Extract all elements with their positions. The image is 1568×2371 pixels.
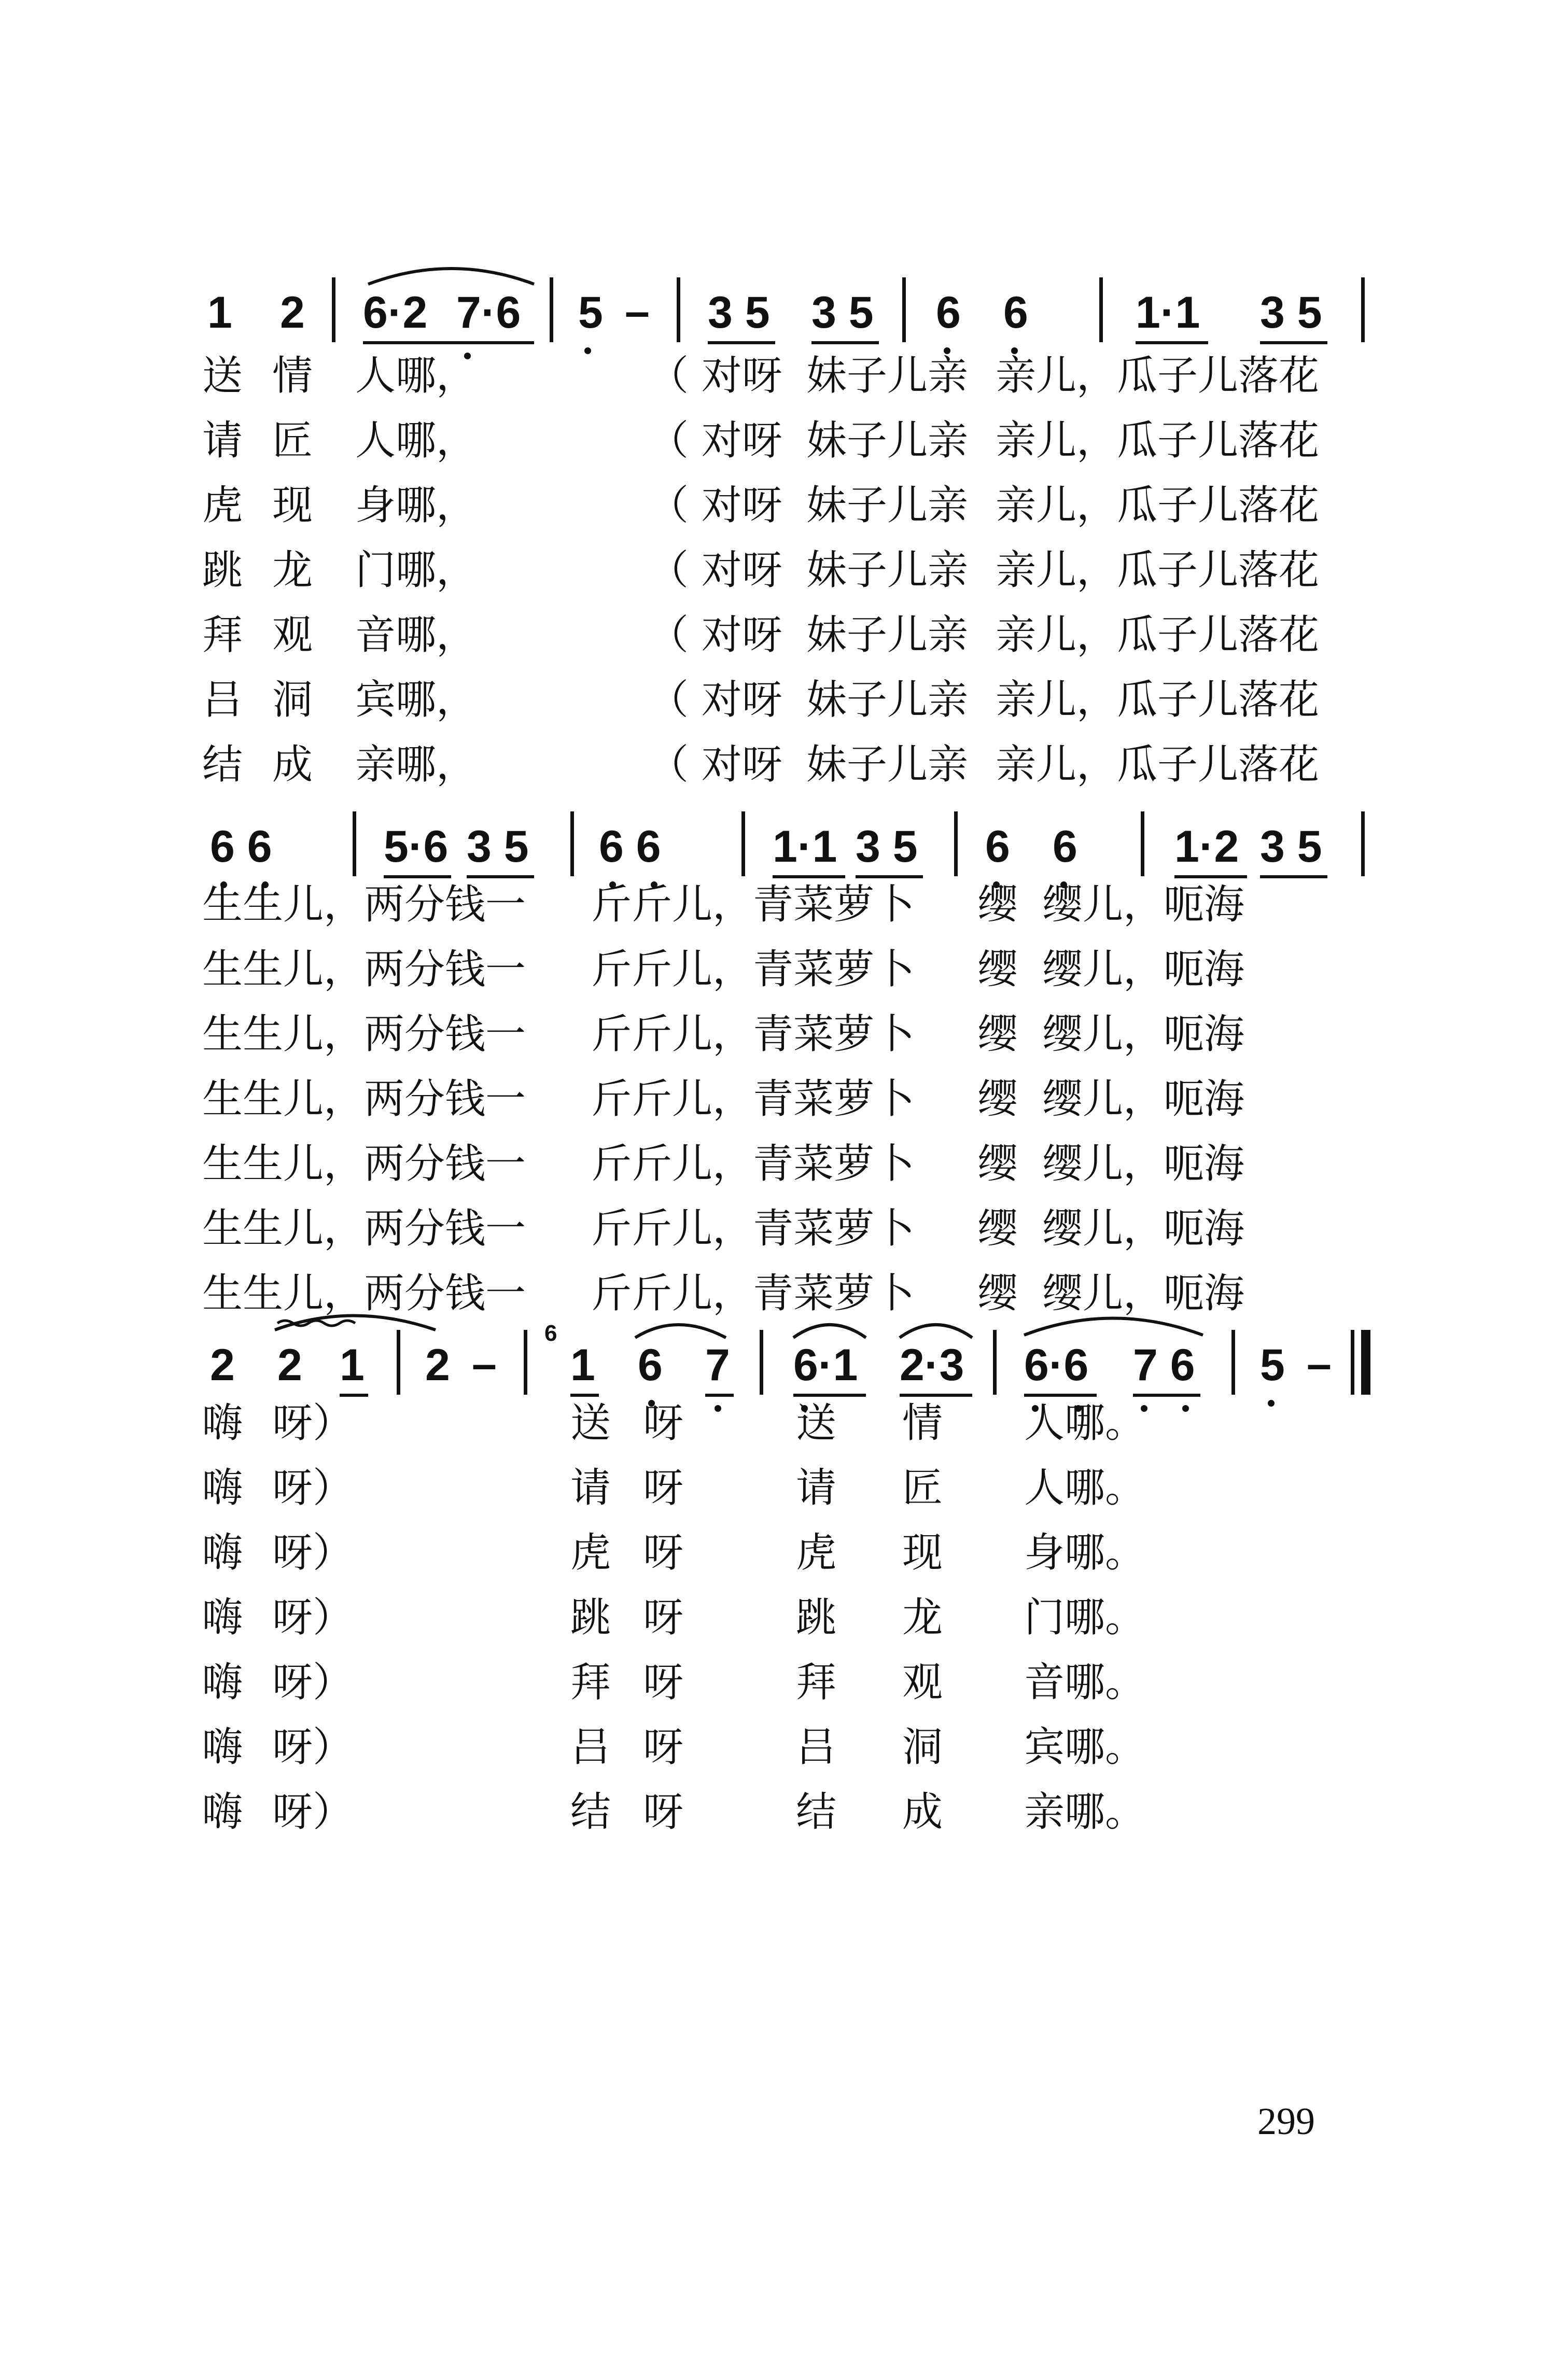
lyric-line: 洞 xyxy=(902,1724,943,1771)
lyric-line: 亲儿，瓜子儿落花 xyxy=(996,482,1320,529)
lyric-line: 妹子儿亲 xyxy=(806,677,969,723)
note: 3 5 xyxy=(467,822,529,872)
lyric-line: 洞 xyxy=(272,677,313,723)
lyric-line: （ 对呀 xyxy=(648,353,782,399)
lyric-line: 缨儿，呃海 xyxy=(1042,1270,1245,1317)
note: 6·1 xyxy=(793,1340,858,1390)
lyric-line: 跳 xyxy=(796,1594,837,1641)
lyric-line: 妹子儿亲 xyxy=(806,482,969,529)
lyric-line: 生生儿，两分钱一 xyxy=(202,1141,526,1187)
lyric-line: 呀） xyxy=(272,1465,354,1511)
note: 6 xyxy=(1003,288,1028,338)
lyric-line: 嗨 xyxy=(202,1594,243,1641)
barline xyxy=(1361,811,1365,876)
lyric-line: 呀 xyxy=(643,1659,684,1706)
lyric-line: 人哪， xyxy=(355,417,477,464)
lyric-line: 斤斤儿，青菜萝卜 xyxy=(591,1205,915,1252)
lyric-line: 成 xyxy=(902,1789,943,1835)
note: 1 xyxy=(340,1340,365,1390)
lyric-line: 呀） xyxy=(272,1530,354,1576)
lyric-line: 音哪。 xyxy=(1024,1659,1146,1706)
lyric-line: 成 xyxy=(272,741,313,788)
lyric-line: 斤斤儿，青菜萝卜 xyxy=(591,1270,915,1317)
note: 3 5 xyxy=(811,288,874,338)
lyric-line: 龙 xyxy=(272,547,313,594)
lyric-line: 亲哪， xyxy=(355,741,477,788)
lyric-line: （ 对呀 xyxy=(648,547,782,594)
lyric-line: 人哪。 xyxy=(1024,1400,1146,1447)
lyric-line: 生生儿，两分钱一 xyxy=(202,881,526,928)
lyric-line: 生生儿，两分钱一 xyxy=(202,1270,526,1317)
note: 7 6 xyxy=(1133,1340,1195,1390)
beam-underline xyxy=(1260,875,1327,878)
lyric-line: 生生儿，两分钱一 xyxy=(202,1205,526,1252)
lyric-line: 缨儿，呃海 xyxy=(1042,1141,1245,1187)
lyric-line: 嗨 xyxy=(202,1465,243,1511)
lyric-line: 缨儿，呃海 xyxy=(1042,946,1245,993)
lyric-line: 缨 xyxy=(977,1076,1018,1123)
lyric-line: 缨 xyxy=(977,1141,1018,1187)
note: 2 xyxy=(280,288,305,338)
lyric-line: 呀 xyxy=(643,1530,684,1576)
note: 6 xyxy=(936,288,961,338)
lyric-line: 呀 xyxy=(643,1465,684,1511)
lyric-line: 跳 xyxy=(202,547,243,594)
note: 5 xyxy=(1260,1340,1285,1390)
lyric-line: 呀） xyxy=(272,1789,354,1835)
note: 2 xyxy=(277,1340,302,1390)
lyric-line: 情 xyxy=(272,353,313,399)
dash: – xyxy=(472,1339,497,1389)
lyric-line: 斤斤儿，青菜萝卜 xyxy=(591,881,915,928)
note: 2 xyxy=(425,1340,450,1390)
note: 6 xyxy=(1053,822,1077,872)
lyric-line: 亲儿，瓜子儿落花 xyxy=(996,417,1320,464)
note: 5 xyxy=(578,288,603,338)
barline xyxy=(1141,811,1144,876)
lyric-line: 请 xyxy=(570,1465,611,1511)
lyric-line: （ 对呀 xyxy=(648,417,782,464)
lyric-line: 缨 xyxy=(977,1205,1018,1252)
lyric-line: 缨 xyxy=(977,881,1018,928)
lyric-line: 斤斤儿，青菜萝卜 xyxy=(591,1141,915,1187)
note: 6 xyxy=(985,822,1010,872)
notation-line-1 xyxy=(0,259,1568,368)
lyric-line: （ 对呀 xyxy=(648,741,782,788)
lyric-line: 音哪， xyxy=(355,612,477,658)
lyric-line: 亲哪。 xyxy=(1024,1789,1146,1835)
note: 7 xyxy=(705,1340,730,1390)
lyric-line: 结 xyxy=(796,1789,837,1835)
note: 3 5 xyxy=(856,822,918,872)
lyric-line: 缨儿，呃海 xyxy=(1042,1011,1245,1058)
note: 3 5 xyxy=(1260,822,1322,872)
lyric-line: 缨 xyxy=(977,946,1018,993)
note: 1·1 xyxy=(1136,288,1200,338)
dash: – xyxy=(1307,1339,1332,1389)
lyric-line: 亲儿，瓜子儿落花 xyxy=(996,612,1320,658)
lyric-line: 嗨 xyxy=(202,1659,243,1706)
lyric-line: 跳 xyxy=(570,1594,611,1641)
lyric-line: 吕 xyxy=(202,677,243,723)
lyric-line: 呀） xyxy=(272,1400,354,1447)
lyric-line: 吕 xyxy=(796,1724,837,1771)
dash: – xyxy=(625,287,650,336)
lyric-line: 呀 xyxy=(643,1789,684,1835)
lyric-line: 妹子儿亲 xyxy=(806,547,969,594)
lyric-line: 亲儿，瓜子儿落花 xyxy=(996,677,1320,723)
note: 2 xyxy=(210,1340,235,1390)
lyric-line: 虎 xyxy=(570,1530,611,1576)
lyric-line: 妹子儿亲 xyxy=(806,741,969,788)
beam-underline xyxy=(856,875,923,878)
lyric-line: 拜 xyxy=(202,612,243,658)
lyric-line: 送 xyxy=(202,353,243,399)
note: 6 6 xyxy=(210,822,272,872)
lyric-line: （ 对呀 xyxy=(648,677,782,723)
lyric-line: （ 对呀 xyxy=(648,612,782,658)
lyric-line: 缨儿，呃海 xyxy=(1042,1205,1245,1252)
lyric-line: 结 xyxy=(202,741,243,788)
beam-underline xyxy=(773,875,845,878)
lyric-line: 虎 xyxy=(202,482,243,529)
barline xyxy=(353,811,356,876)
page-number: 299 xyxy=(1257,2100,1315,2143)
note: 6·6 xyxy=(1024,1340,1089,1390)
note: 1·2 xyxy=(1174,822,1239,872)
lyric-line: 拜 xyxy=(570,1659,611,1706)
lyric-line: 呀） xyxy=(272,1724,354,1771)
lyric-line: 宾哪， xyxy=(355,677,477,723)
note: 3 5 xyxy=(708,288,770,338)
lyric-line: 斤斤儿，青菜萝卜 xyxy=(591,1076,915,1123)
lyric-line: 请 xyxy=(796,1465,837,1511)
lyric-line: 呀 xyxy=(643,1400,684,1447)
lyric-line: 妹子儿亲 xyxy=(806,417,969,464)
note: 6 6 xyxy=(599,822,661,872)
note: 5·6 xyxy=(384,822,449,872)
lyric-line: 嗨 xyxy=(202,1789,243,1835)
note: 1 xyxy=(207,288,232,338)
lyric-line: 呀 xyxy=(643,1594,684,1641)
lyric-line: 嗨 xyxy=(202,1530,243,1576)
lyric-line: 呀） xyxy=(272,1659,354,1706)
note: 7·6 xyxy=(456,288,521,338)
lyric-line: 送 xyxy=(796,1400,837,1447)
note: 2·3 xyxy=(900,1340,964,1390)
lyric-line: 呀 xyxy=(643,1724,684,1771)
lyric-line: 缨儿，呃海 xyxy=(1042,1076,1245,1123)
lyric-line: 吕 xyxy=(570,1724,611,1771)
lyric-line: 身哪， xyxy=(355,482,477,529)
lyric-line: 嗨 xyxy=(202,1400,243,1447)
lyric-line: 现 xyxy=(272,482,313,529)
lyric-line: 观 xyxy=(902,1659,943,1706)
lyric-line: 生生儿，两分钱一 xyxy=(202,946,526,993)
beam-underline xyxy=(467,875,534,878)
lyric-line: 嗨 xyxy=(202,1724,243,1771)
lyric-line: 现 xyxy=(902,1530,943,1576)
lyric-line: 生生儿，两分钱一 xyxy=(202,1011,526,1058)
lyric-line: 请 xyxy=(202,417,243,464)
beam-underline xyxy=(1174,875,1247,878)
lyric-line: 斤斤儿，青菜萝卜 xyxy=(591,1011,915,1058)
lyric-line: 妹子儿亲 xyxy=(806,353,969,399)
lyric-line: 观 xyxy=(272,612,313,658)
lyric-line: 亲儿，瓜子儿落花 xyxy=(996,741,1320,788)
note: 6·2 xyxy=(363,288,428,338)
lyric-line: 生生儿，两分钱一 xyxy=(202,1076,526,1123)
lyric-line: 送 xyxy=(570,1400,611,1447)
lyric-line: 情 xyxy=(902,1400,943,1447)
lyric-line: 匠 xyxy=(902,1465,943,1511)
note: 1·1 xyxy=(773,822,837,872)
barline xyxy=(954,811,958,876)
lyric-line: （ 对呀 xyxy=(648,482,782,529)
lyric-line: 宾哪。 xyxy=(1024,1724,1146,1771)
lyric-line: 缨儿，呃海 xyxy=(1042,881,1245,928)
lyric-line: 妹子儿亲 xyxy=(806,612,969,658)
lyric-line: 身哪。 xyxy=(1024,1530,1146,1576)
note: 3 5 xyxy=(1260,288,1322,338)
lyric-line: 缨 xyxy=(977,1011,1018,1058)
lyric-line: 门哪。 xyxy=(1024,1594,1146,1641)
lyric-line: 人哪。 xyxy=(1024,1465,1146,1511)
note: 1 xyxy=(570,1340,595,1390)
lyric-line: 龙 xyxy=(902,1594,943,1641)
lyric-line: 匠 xyxy=(272,417,313,464)
lyric-line: 门哪， xyxy=(355,547,477,594)
lyric-line: 人哪， xyxy=(355,353,477,399)
lyric-line: 亲儿，瓜子儿落花 xyxy=(996,353,1320,399)
barline xyxy=(570,811,574,876)
grace-note: 6 xyxy=(544,1321,557,1346)
barline xyxy=(741,811,745,876)
lyric-line: 缨 xyxy=(977,1270,1018,1317)
note: 6 xyxy=(638,1340,663,1390)
lyric-line: 结 xyxy=(570,1789,611,1835)
lyric-line: 呀） xyxy=(272,1594,354,1641)
lyric-line: 斤斤儿，青菜萝卜 xyxy=(591,946,915,993)
tie-slur xyxy=(0,259,1568,368)
beam-underline xyxy=(384,875,451,878)
lyric-line: 虎 xyxy=(796,1530,837,1576)
lyric-line: 亲儿，瓜子儿落花 xyxy=(996,547,1320,594)
lyric-line: 拜 xyxy=(796,1659,837,1706)
